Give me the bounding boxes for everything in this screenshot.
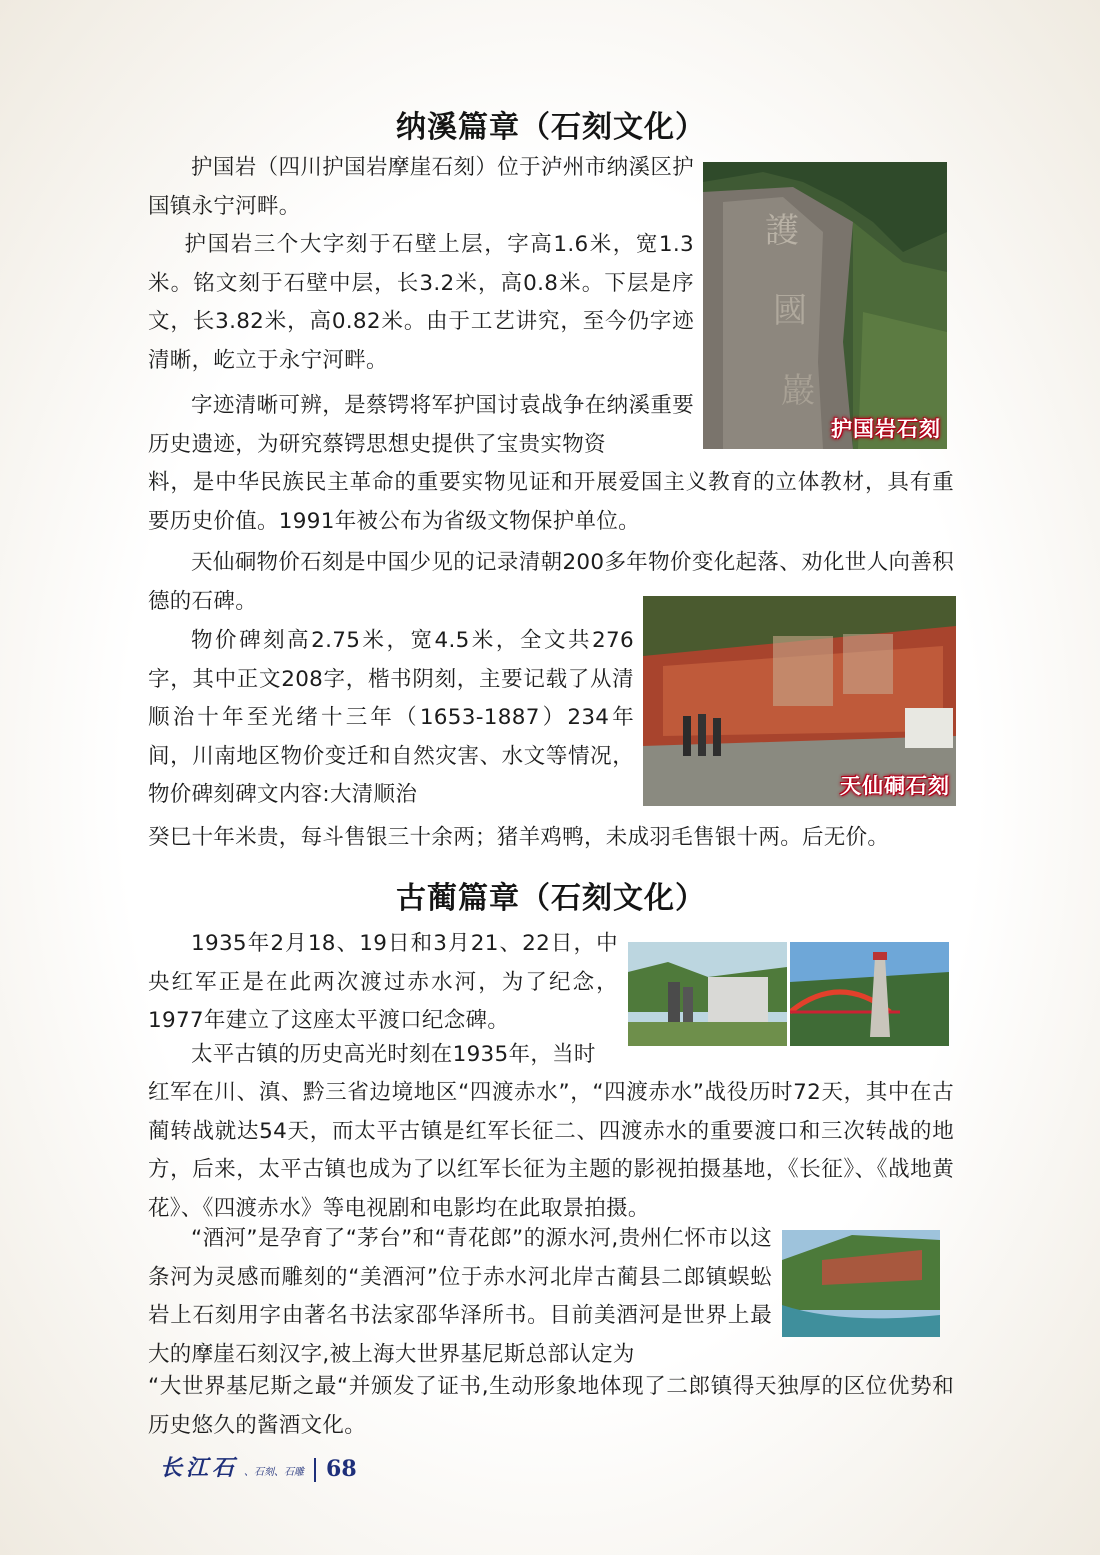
carved-character-1: 護 — [765, 211, 799, 251]
footer-divider — [314, 1458, 316, 1482]
photo-monument-statue — [628, 942, 787, 1046]
section-title-gulin: 古蔺篇章（石刻文化） — [396, 881, 706, 916]
photo-caption-huguoyan: 护国岩石刻 — [831, 417, 941, 441]
paragraph-tianxiandong-detail-b: 癸巳十年米贵，每斗售银三十余两；猪羊鸡鸭，未成羽毛售银十两。后无价。 — [148, 825, 890, 850]
paragraph-tianxiandong-intro: 天仙硐物价石刻是中国少见的记录清朝200多年物价变化起落、劝化世人向善积德的石碑。 — [148, 550, 954, 614]
paragraph-meijiuhe-a: “酒河”是孕育了“茅台”和“青花郎”的源水河,贵州仁怀市以这条河为灵感而雕刻的“美酒河”位于赤水河北岸古蔺县二郎镇蜈蚣岩上石刻用字由著名书法家邵华泽所书。目前美酒河是世界上最大的摩崖石刻汉字,被上海大世界基尼斯总部认定为 — [148, 1226, 772, 1367]
paragraph-taiping-history-b: 红军在川、滇、黔三省边境地区“四渡赤水”，“四渡赤水”战役历时72天，其中在古蔺转战就达54天，而太平古镇是红军长征二、四渡赤水的重要渡口和三次转战的地方，后来，太平古镇也成为了以红军长征为主题的影视拍摄基地，《长征》、《战地黄花》、《四渡赤水》等电视剧和电影均在此取景拍摄。 — [148, 1080, 954, 1221]
monument-statue-image — [628, 942, 787, 1046]
photo-tianxiandong — [643, 596, 956, 806]
carved-character-3: 巖 — [781, 371, 815, 411]
paragraph-huguoyan-history-a: 字迹清晰可辨，是蔡锷将军护国讨袁战争在纳溪重要历史遗迹，为研究蔡锷思想史提供了宝贵实物资 — [148, 393, 694, 457]
photo-caption-tianxiandong: 天仙硐石刻 — [840, 774, 950, 798]
page-number: 68 — [326, 1456, 357, 1482]
paragraph-tianxiandong-detail-a: 物价碑刻高2.75米，宽4.5米，全文共276字，其中正文208字，楷书阴刻，主要记载了从清顺治十年至光绪十三年（1653-1887）234年间，川南地区物价变迁和自然灾害、水文等情况，物价碑刻碑文内容:大清顺治 — [148, 628, 634, 807]
paragraph-huguoyan-intro: 护国岩（四川护国岩摩崖石刻）位于泸州市纳溪区护国镇永宁河畔。 — [148, 155, 694, 219]
photo-huguoyan — [703, 162, 947, 449]
paragraph-meijiuhe-b: “大世界基尼斯之最“并颁发了证书,生动形象地体现了二郎镇得天独厚的区位优势和历史悠久的酱酒文化。 — [148, 1374, 954, 1438]
section-title-naxi: 纳溪篇章（石刻文化） — [396, 110, 706, 145]
paragraph-huguoyan-history-b: 料，是中华民族民主革命的重要实物见证和开展爱国主义教育的立体教材，具有重要历史价值。1991年被公布为省级文物保护单位。 — [148, 470, 954, 534]
footer-subtitle: 、石刻、石雕 — [244, 1467, 305, 1478]
paragraph-taiping-history-a: 太平古镇的历史高光时刻在1935年，当时 — [191, 1042, 596, 1067]
paragraph-taiping-monument: 1935年2月18、19日和3月21、22日，中央红军正是在此两次渡过赤水河，为了纪念，1977年建立了这座太平渡口纪念碑。 — [148, 931, 618, 1033]
carved-character-2: 國 — [773, 291, 807, 331]
paragraph-huguoyan-size: 护国岩三个大字刻于石壁上层，字高1.6米，宽1.3米。铭文刻于石壁中层，长3.2米，高0.8米。下层是序文，长3.82米，高0.82米。由于工艺讲究，至今仍字迹清晰，屹立于永宁河畔。 — [148, 232, 694, 373]
page-footer — [160, 1448, 357, 1482]
photo-bridge — [790, 942, 949, 1046]
cliff-rock-image — [703, 162, 947, 449]
bridge-image — [790, 942, 949, 1046]
meijiuhe-cliff-image — [782, 1230, 940, 1337]
footer-brand: 长江石 — [160, 1455, 239, 1481]
photo-meijiuhe — [782, 1230, 940, 1337]
